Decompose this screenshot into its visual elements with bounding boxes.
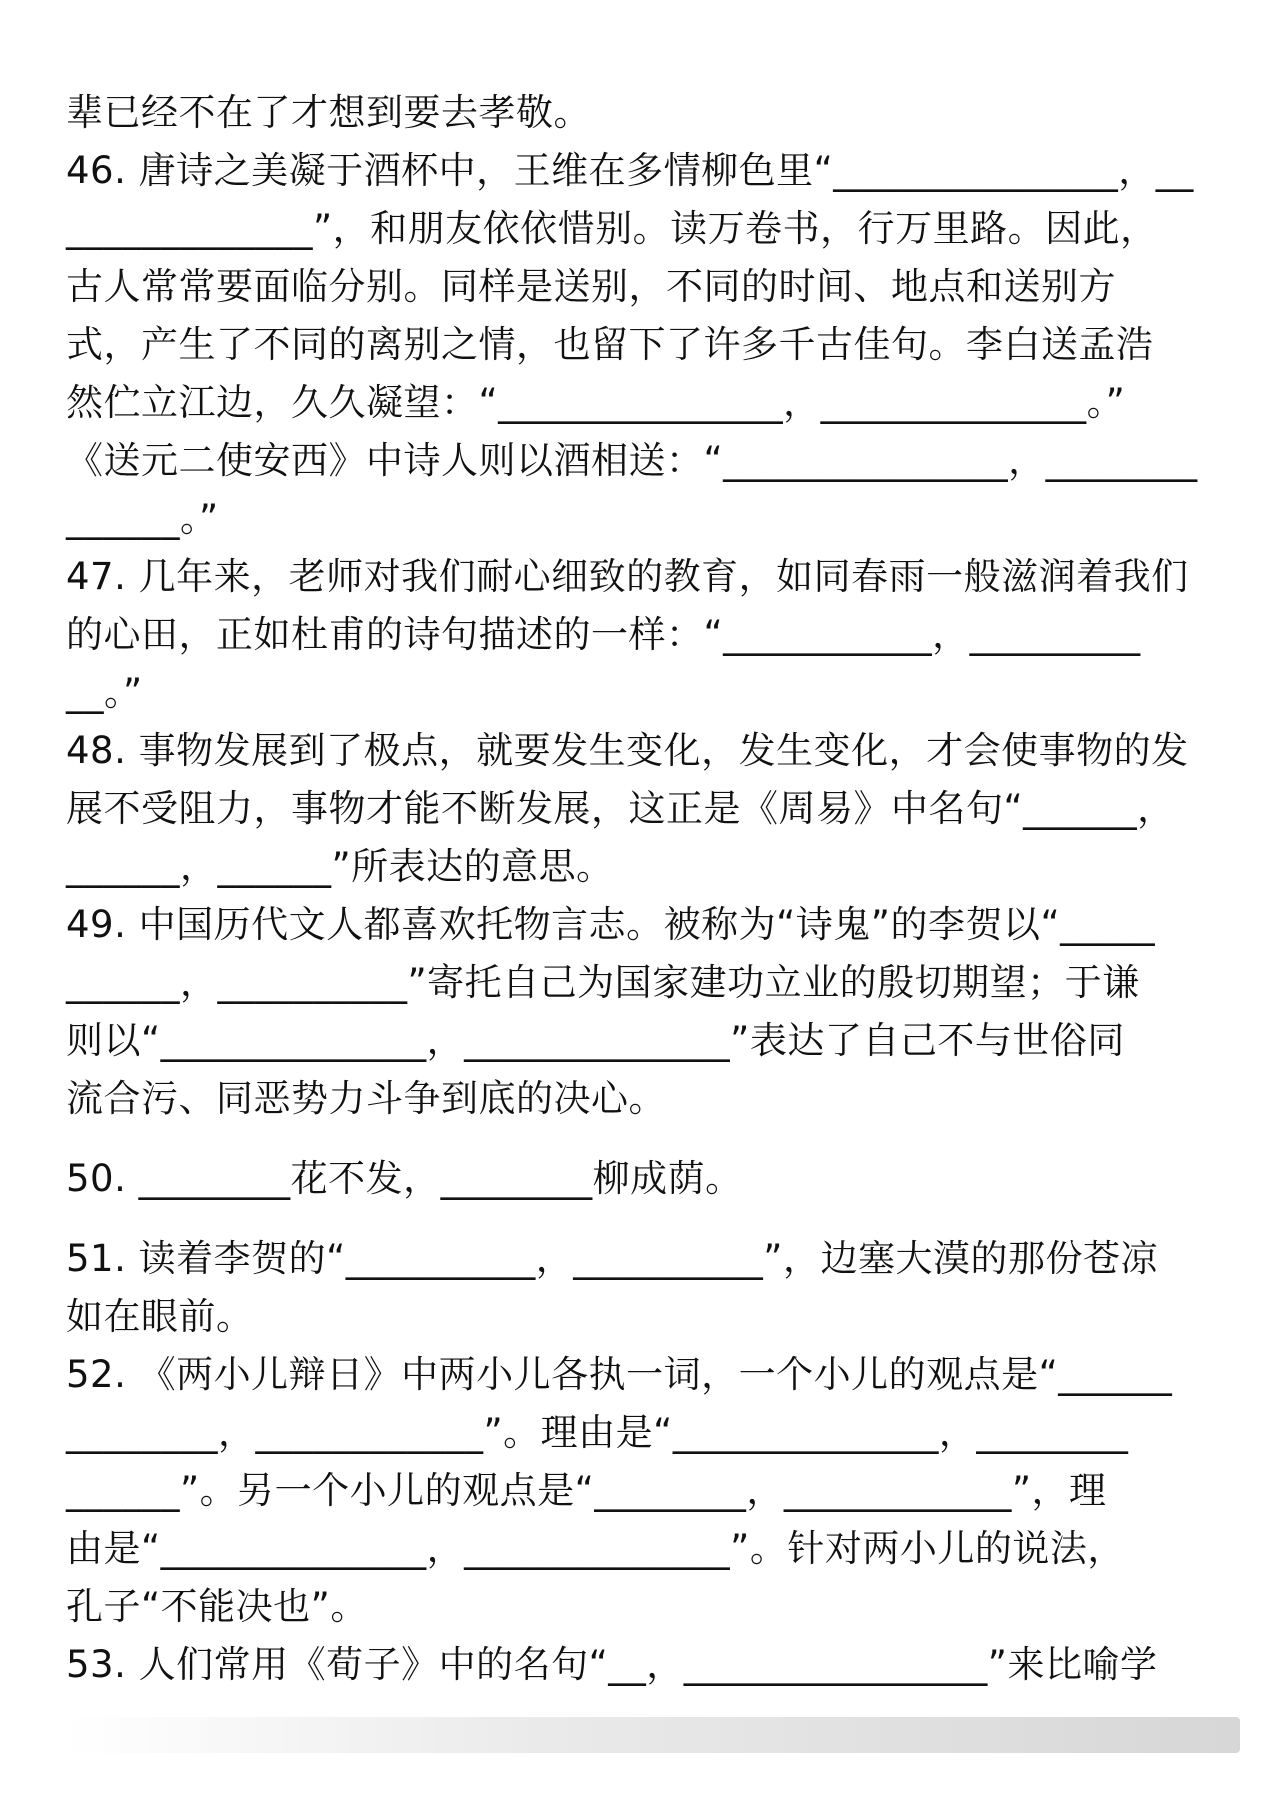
text-line: 流合污、同恶势力斗争到底的决心。	[66, 1077, 666, 1120]
text-line: 如在眼前。	[66, 1295, 254, 1338]
text-line: 《送元二使安西》中诗人则以酒相送：“_______________，________	[66, 439, 1198, 482]
text-line: ________，____________”。理由是“______________，________	[66, 1411, 1129, 1454]
spacer	[66, 1128, 1222, 1150]
question-49-line: 49. 中国历代文人都喜欢托物言志。被称为“诗鬼”的李贺以“_____	[66, 903, 1156, 946]
blurred-bottom-banner	[66, 1717, 1240, 1753]
text-line: 由是“______________，______________”。针对两小儿的说法，	[66, 1527, 1125, 1570]
spacer	[66, 1208, 1222, 1230]
question-53-line: 53. 人们常用《荀子》中的名句“__，________________”来比喻学	[66, 1643, 1158, 1686]
question-48-line: 48. 事物发展到了极点，就要发生变化，发生变化，才会使事物的发	[66, 729, 1189, 772]
text-line: 古人常常要面临分别。同样是送别，不同的时间、地点和送别方	[66, 265, 1116, 308]
text-line: _____________”，和朋友依依惜别。读万卷书，行万里路。因此，	[66, 207, 1158, 250]
text-line: 展不受阻力，事物才能不断发展，这正是《周易》中名句“______，	[66, 787, 1175, 830]
question-52-line: 52. 《两小儿辩日》中两小儿各执一词，一个小儿的观点是“______	[66, 1353, 1173, 1396]
text-line: 孔子“不能决也”。	[66, 1585, 368, 1628]
worksheet-page	[66, 84, 1222, 1694]
text-line: 式，产生了不同的离别之情，也留下了许多千古佳句。李白送孟浩	[66, 323, 1154, 366]
text-line: __。”	[66, 671, 143, 714]
text-line: 辈已经不在了才想到要去孝敬。	[66, 91, 591, 134]
text-line: 然伫立江边，久久凝望：“_______________，______________。”	[66, 381, 1126, 424]
question-47-line: 47. 几年来，老师对我们耐心细致的教育，如同春雨一般滋润着我们	[66, 555, 1189, 598]
text-line: ______”。另一个小儿的观点是“________，____________”，理	[66, 1469, 1107, 1512]
text-line: 则以“______________，______________”表达了自己不与世俗同	[66, 1019, 1125, 1062]
text-line: 的心田，正如杜甫的诗句描述的一样：“___________，_________	[66, 613, 1141, 656]
text-line: ______，______”所表达的意思。	[66, 845, 614, 888]
text-line: ______，__________”寄托自己为国家建功立业的殷切期望；于谦	[66, 961, 1140, 1004]
question-50-line: 50. ________花不发，________柳成荫。	[66, 1157, 743, 1200]
question-51-line: 51. 读着李贺的“__________，__________”，边塞大漠的那份苍凉	[66, 1237, 1158, 1280]
question-46-line: 46. 唐诗之美凝于酒杯中，王维在多情柳色里“_______________，__	[66, 149, 1194, 192]
text-line: ______。”	[66, 497, 219, 540]
